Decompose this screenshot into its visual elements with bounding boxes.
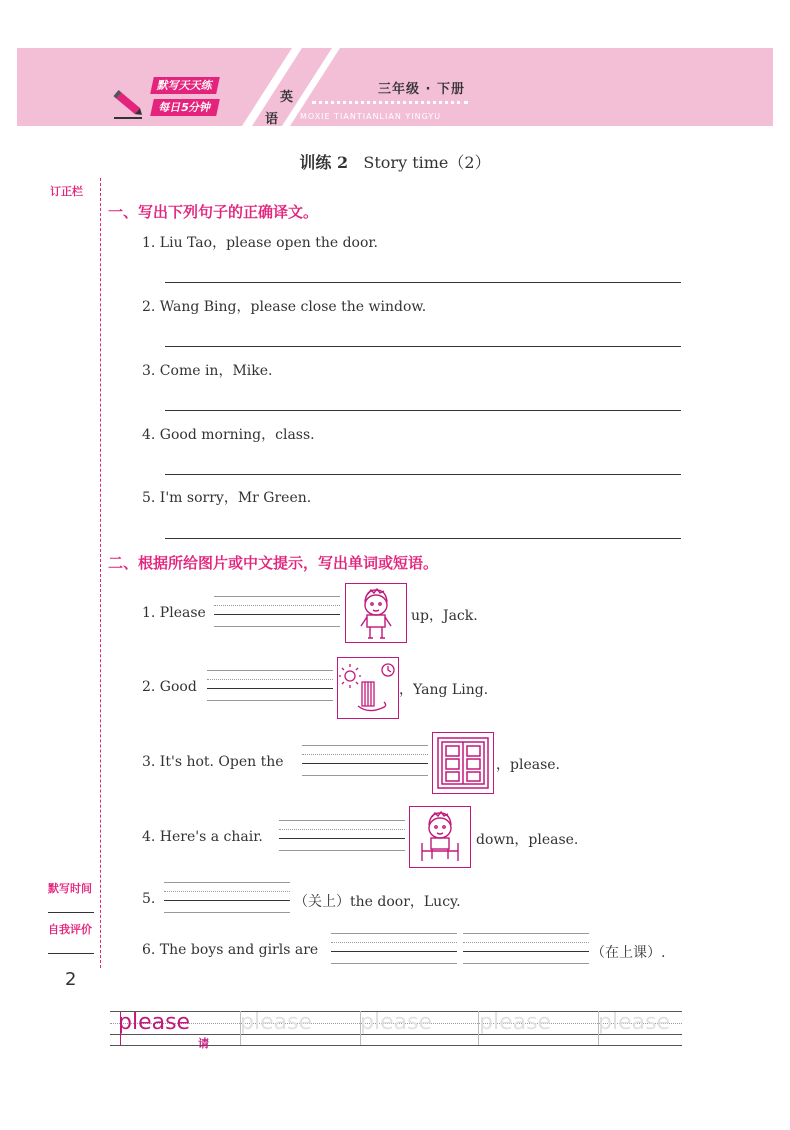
s1-answer-line-1[interactable] [165,282,681,283]
s2-q2-blank[interactable] [207,670,333,702]
s2-q6-blank-1[interactable] [331,933,457,965]
s2-q6-blank-2[interactable] [463,933,589,965]
dictation-time-line[interactable] [48,912,94,913]
s1-item-1: 1. Liu Tao，please open the door. [142,235,379,251]
header-dotted-line [312,101,468,104]
s1-answer-line-4[interactable] [165,474,681,475]
s2-q5-suffix: （关上）the door，Lucy. [294,894,461,910]
s1-item-4: 4. Good morning，class. [142,427,315,443]
pencil-icon [112,88,146,120]
s2-q2-prefix: 2. Good [142,679,197,695]
s1-item-3: 3. Come in，Mike. [142,363,273,379]
s2-q3-suffix: ，please. [496,757,560,773]
page-title [0,150,790,173]
word-gloss: 请 [198,1037,209,1050]
morning-sun-clock-icon [337,657,399,719]
badge-daily-dictation: 默写天天练 [150,77,220,94]
correction-column-label: 订正栏 [50,185,83,198]
window-icon [432,732,494,794]
s2-q4-prefix: 4. Here's a chair. [142,829,263,845]
s2-q5-prefix: 5. [142,891,156,907]
s2-q1-blank[interactable] [214,596,340,628]
page-number: 2 [65,969,77,990]
section1-heading: 一、写出下列句子的正确译文。 [108,203,319,221]
self-evaluation-label: 自我评价 [48,923,92,936]
title-bold: 训练 2 [299,153,349,172]
title-rest: Story time（2） [363,153,491,172]
trace-word-3[interactable]: please [479,1010,552,1035]
s1-answer-line-5[interactable] [165,538,681,539]
s2-q4-blank[interactable] [279,820,405,852]
grade-label: 三年级 · 下册 [378,82,465,97]
s1-answer-line-2[interactable] [165,346,681,347]
s2-q5-blank[interactable] [164,882,290,914]
subject-char-yu: 语 [265,112,279,127]
s2-q1-prefix: 1. Please [142,605,206,621]
s1-item-2: 2. Wang Bing，please close the window. [142,299,427,315]
boy-standing-icon [345,583,407,643]
s1-answer-line-3[interactable] [165,410,681,411]
boy-sitting-icon [409,806,471,868]
section2-heading: 二、根据所给图片或中文提示，写出单词或短语。 [108,554,439,572]
self-evaluation-line[interactable] [48,953,94,954]
s1-item-5: 5. I'm sorry，Mr Green. [142,490,312,506]
trace-word-1[interactable]: please [240,1010,313,1035]
dictation-time-label: 默写时间 [48,882,92,895]
trace-word-4[interactable]: please [598,1010,671,1035]
s2-q3-blank[interactable] [302,745,428,777]
s2-q4-suffix: down，please. [476,832,579,848]
s2-q6-suffix: （在上课）. [591,945,666,961]
sidebar-divider [100,178,101,968]
s2-q6-prefix: 6. The boys and girls are [142,942,319,958]
header-pinyin: MOXIE TIANTIANLIAN YINGYU [300,112,442,121]
writing-line-bottom [110,1045,682,1046]
trace-word-2[interactable]: please [360,1010,433,1035]
model-word: please [118,1010,191,1035]
subject-char-ying: 英 [280,90,294,105]
s2-q3-prefix: 3. It's hot. Open the [142,754,284,770]
s2-q2-suffix: ，Yang Ling. [399,682,489,698]
badge-five-minutes: 每日5分钟 [150,99,220,116]
s2-q1-suffix: up，Jack. [411,608,478,624]
